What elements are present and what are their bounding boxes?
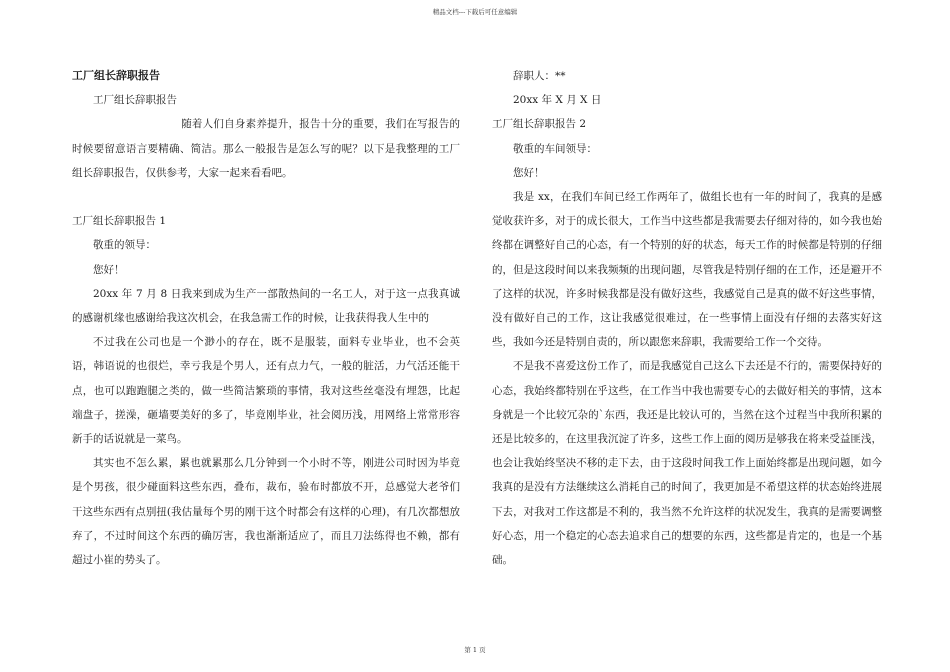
report-2-heading: 工厂组长辞职报告 2: [492, 118, 587, 131]
report-1-heading: 工厂组长辞职报告 1: [72, 215, 167, 228]
greeting: 您好！: [93, 263, 125, 276]
salutation: 敬重的领导：: [93, 239, 156, 252]
page-footer: 第 1 页: [464, 646, 486, 654]
left-column: [72, 64, 460, 572]
body-paragraph: 我是 xx，在我们车间已经工作两年了，做组长也有一年的时间了，我真的是感觉收获许多，对于的成长很大，工作当中这些都是我需要去仔细对待的，如今我也始终都在调整好自己的心态，有一个特别的好的状态，每天工作的时候都是特别的仔细的，但是这段时间以来我频频的出现问题，尽管我是特别仔细的在工作，还是避开不了这样的状况，许多时候我都是没有做好这些，我感觉自己是真的做不好这些事情，没有做好自己的工作，这让我感觉很难过，在一些事情上面没有仔细的去落实好这些，我如今还是特别自责的，所以跟您来辞职，我需要给工作一个交待。: [492, 191, 882, 349]
body-paragraph: 20xx 年 7 月 8 日我来到成为生产一部散热间的一名工人，对于这一点我真诚的感谢机缘也感谢给我这次机会，在我急需工作的时候，让我获得我人生中的: [72, 287, 460, 325]
salutation: 敬重的车间领导：: [513, 142, 597, 155]
intro-paragraph: 随着人们自身素养提升，报告十分的重要，我们在写报告的时候要留意语言要精确、简洁。那么一般报告是怎么写的呢？以下是我整理的工厂组长辞职报告，仅供参考，大家一起来看看吧。: [72, 118, 460, 179]
resigner-signature: 辞职人：**: [513, 70, 566, 82]
document-subtitle: 工厂组长辞职报告: [93, 94, 177, 107]
document-title: 工厂组长辞职报告: [72, 69, 160, 82]
greeting: 您好！: [513, 166, 545, 179]
body-paragraph: 其实也不怎么累，累也就累那么几分钟到一个小时不等，刚进公司时因为毕竟是个男孩，很少碰面料这些东西，叠布，裁布，验布时都放不开，总感觉大老爷们干这些东西有点别扭(我估量每个男的刚干这个时都会有这样的心理)，有几次都想放弃了，不过时间这个东西的确厉害，我也渐渐适应了，而且刀法练得也不赖，都有超过小崔的势头了。: [72, 457, 460, 567]
page-header: 精品文档---下载后可任意编辑: [432, 8, 518, 16]
signature-date: 20xx 年 X 月 X 日: [513, 94, 602, 107]
body-paragraph: 不是我不喜爱这份工作了，而是我感觉自己这么下去还是不行的，需要保持好的心态，我始终都特别在乎这些，在工作当中我也需要专心的去做好相关的事情，这本身就是一个比较冗杂的`东西，我还是比较认可的，当然在这个过程当中我所积累的还是比较多的，在这里我沉淀了许多，这些工作上面的阅历是够我在将来受益匪浅，也会让我始终坚决不移的走下去，由于这段时间我工作上面始终都是出现问题，如今我真的是没有方法继续这么消耗自己的时间了，我更加是不希望这样的状态始终进展下去，对我对工作这都是不利的，我当然不允许这样的状况发生，我真的是需要调整好心态，用一个稳定的心态去追求自己的想要的东西，这些都是肯定的，也是一个基础。: [492, 360, 882, 567]
right-column: [492, 64, 882, 572]
body-paragraph: 不过我在公司也是一个渺小的存在，既不是服装，面料专业毕业，也不会英语，韩语说的也很烂，幸亏我是个男人，还有点力气，一般的脏活，力气活还能干点，也可以跑跑腿之类的，做一些简洁繁琐的事情，我对这些丝毫没有埋怨，比起端盘子，搓澡，砸墙要美好的多了，毕竟刚毕业，社会阅历浅，用网络上常常形容新手的话说就是一菜鸟。: [72, 336, 460, 446]
spacer: [72, 185, 460, 209]
